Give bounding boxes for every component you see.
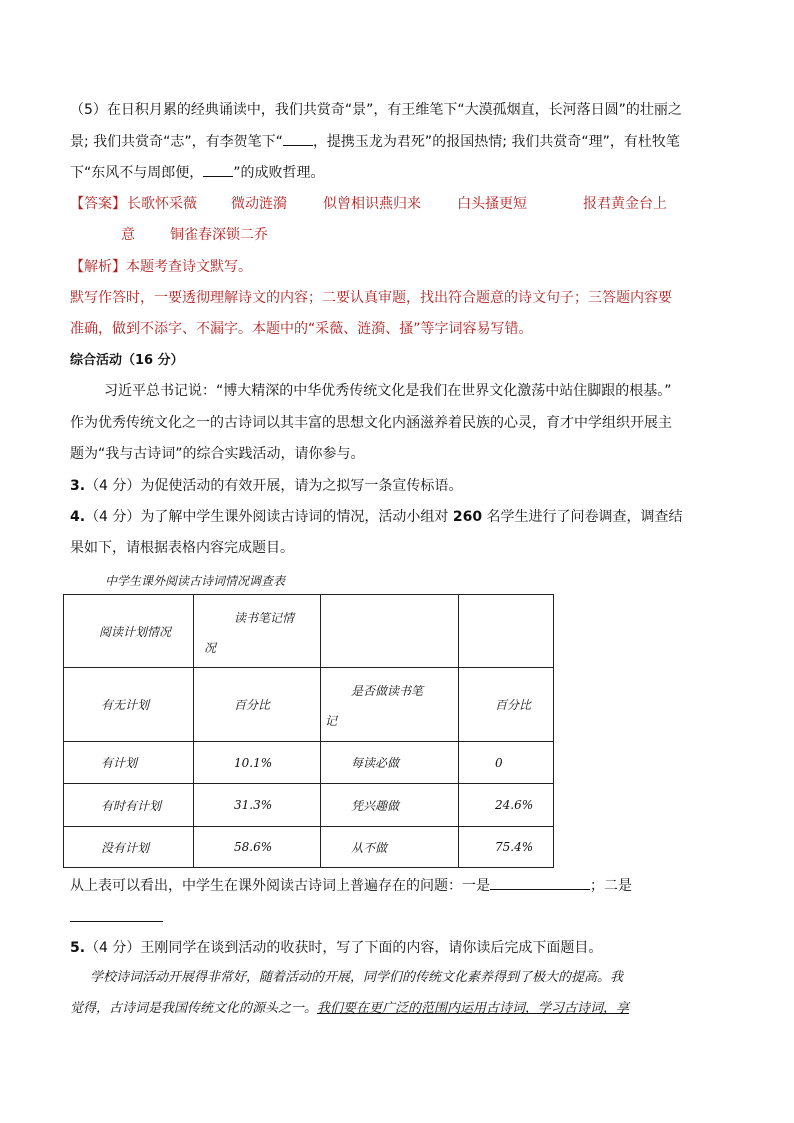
passage-line-2 <box>70 999 629 1019</box>
table-cell <box>194 784 321 827</box>
table-cell <box>194 742 321 784</box>
cell-plan: 有计划 <box>101 756 138 770</box>
q5b <box>70 938 602 958</box>
q4-number: 4. <box>70 509 86 525</box>
table-cell <box>459 827 554 868</box>
q4-question-sep: ；二是 <box>590 878 632 894</box>
table-cell <box>321 784 459 827</box>
answer-blank[interactable] <box>70 921 163 922</box>
q5b-text: （4 分）王刚同学在谈到活动的收获时，写了下面的内容，请你读后完成下面题目。 <box>85 940 603 956</box>
answer-item: 似曾相识燕归来 <box>323 196 421 212</box>
q5-line-3 <box>70 162 325 183</box>
cell-percent: 10.1% <box>234 755 273 770</box>
answer-item: 铜雀春深锁二乔 <box>170 227 268 243</box>
q4-line-1 <box>70 507 683 527</box>
subheader-notes-part1: 是否做读书笔 <box>351 684 424 698</box>
q5-line-3b-text: ”的成败哲理。 <box>233 165 325 181</box>
table-row <box>64 742 554 784</box>
table-cell <box>64 742 194 784</box>
answer-item: 微动涟漪 <box>231 196 287 212</box>
passage-text: 觉得，古诗词是我国传统文化的源头之一。 <box>70 1001 318 1016</box>
q5-line-2 <box>70 131 680 152</box>
cell-plan: 有时有计划 <box>101 798 162 813</box>
analysis-line-3: 准确，做到不添字、不漏字。本题中的“采薇、涟漪、搔”等字词容易写错。 <box>70 321 533 337</box>
cell-notes: 凭兴趣做 <box>351 798 400 813</box>
table-cell <box>64 668 194 742</box>
table-cell <box>321 742 459 784</box>
table-cell <box>459 595 554 668</box>
answer-item: 长歌怀采薇 <box>127 196 197 212</box>
cell-percent: 31.3% <box>234 798 273 812</box>
subheader-notes-part2: 记 <box>325 714 338 728</box>
answer-label: 【答案】 <box>70 196 126 212</box>
answer-blank[interactable] <box>490 875 590 890</box>
q4-line-2: 果如下，请根据表格内容完成题目。 <box>70 540 294 556</box>
header-notes-part2: 况 <box>204 641 217 655</box>
table-row <box>64 784 554 827</box>
q5-line-2a-text: 景; 我们共赏奇“志”，有李贺笔下“ <box>70 134 283 150</box>
answer-item: 报君黄金台上 <box>583 196 667 212</box>
table-cell <box>64 784 194 827</box>
q3-text: （4 分）为促使活动的有效开展，请为之拟写一条宣传标语。 <box>85 478 463 494</box>
intro-line-1: 习近平总书记说：“博大精深的中华优秀传统文化是我们在世界文化激荡中站住脚跟的根基。” <box>104 383 672 399</box>
intro-line-2: 作为优秀传统文化之一的古诗词以其丰富的思想文化内涵滋养着民族的心灵，育才中学组织开展主 <box>70 415 672 431</box>
q4-question-text: 从上表可以看出，中学生在课外阅读古诗词上普遍存在的问题：一是 <box>70 878 490 894</box>
analysis-text: 本题考查诗文默写。 <box>126 259 252 275</box>
q5-line-1-text: （5）在日积月累的经典诵读中，我们共赏奇“景”，有王维笔下“大漠孤烟直，长河落日圆”的壮丽之 <box>70 102 682 118</box>
q3 <box>70 476 462 496</box>
cell-percent: 0 <box>495 755 503 770</box>
table-subheader-row <box>64 668 554 742</box>
table-cell <box>64 827 194 868</box>
answer-item: 白头搔更短 <box>457 196 527 212</box>
analysis-line-1 <box>70 257 252 277</box>
table-row <box>64 827 554 868</box>
survey-table <box>63 594 554 868</box>
cell-percent: 24.6% <box>495 798 534 812</box>
intro-line-3: 题为“我与古诗词”的综合实践活动，请你参与。 <box>70 446 365 462</box>
subheader-percent: 百分比 <box>234 698 271 712</box>
analysis-label: 【解析】 <box>70 259 126 275</box>
table-cell <box>459 668 554 742</box>
answer-blank[interactable] <box>283 131 313 146</box>
q4-text: （4 分）为了解中学生课外阅读古诗词的情况，活动小组对 <box>85 509 453 525</box>
cell-percent: 75.4% <box>495 840 534 854</box>
q4-question <box>70 875 632 896</box>
table-cell <box>321 668 459 742</box>
header-reading-plan: 阅读计划情况 <box>99 624 172 639</box>
q5-line-3a-text: 下“东风不与周郎便， <box>70 165 204 181</box>
subheader-plan: 有无计划 <box>101 698 150 712</box>
q5b-number: 5. <box>70 940 86 956</box>
table-cell <box>459 742 554 784</box>
answer-line-1 <box>70 194 126 214</box>
table-cell <box>194 668 321 742</box>
answer-blank[interactable] <box>203 162 233 177</box>
q3-number: 3. <box>70 478 86 494</box>
table-cell <box>64 595 194 668</box>
section-title: 综合活动（16 分） <box>70 353 184 368</box>
q5-line-2b-text: ，提携玉龙为君死”的报国热情; 我们共赏奇“理”，有杜牧笔 <box>312 134 680 150</box>
table-cell <box>321 595 459 668</box>
table-header-row <box>64 595 554 668</box>
table-caption: 中学生课外阅读古诗词情况调查表 <box>105 574 286 588</box>
passage-underlined-text: 我们要在更广泛的范围内运用古诗词，学习古诗词，享 <box>317 1001 630 1016</box>
table-cell <box>194 827 321 868</box>
table-cell <box>321 827 459 868</box>
cell-plan: 没有计划 <box>101 840 150 855</box>
table-cell <box>459 784 554 827</box>
cell-percent: 58.6% <box>234 840 273 854</box>
cell-notes: 每读必做 <box>351 756 400 770</box>
q5-line-1 <box>70 100 682 120</box>
analysis-line-2: 默写作答时，一要透彻理解诗文的内容；二要认真审题，找出符合题意的诗文句子；三答题内容要 <box>70 290 672 306</box>
header-notes-part1: 读书笔记情 <box>234 611 295 625</box>
q4-text: 名学生进行了问卷调查，调查结 <box>482 509 683 525</box>
passage-line-1: 学校诗词活动开展得非常好，随着活动的开展，同学们的传统文化素养得到了极大的提高。我 <box>90 970 624 985</box>
answer-item: 意 <box>121 227 135 243</box>
cell-notes: 从不做 <box>351 840 388 855</box>
table-cell <box>194 595 321 668</box>
q4-count: 260 <box>452 509 483 525</box>
subheader-percent: 百分比 <box>495 698 532 712</box>
